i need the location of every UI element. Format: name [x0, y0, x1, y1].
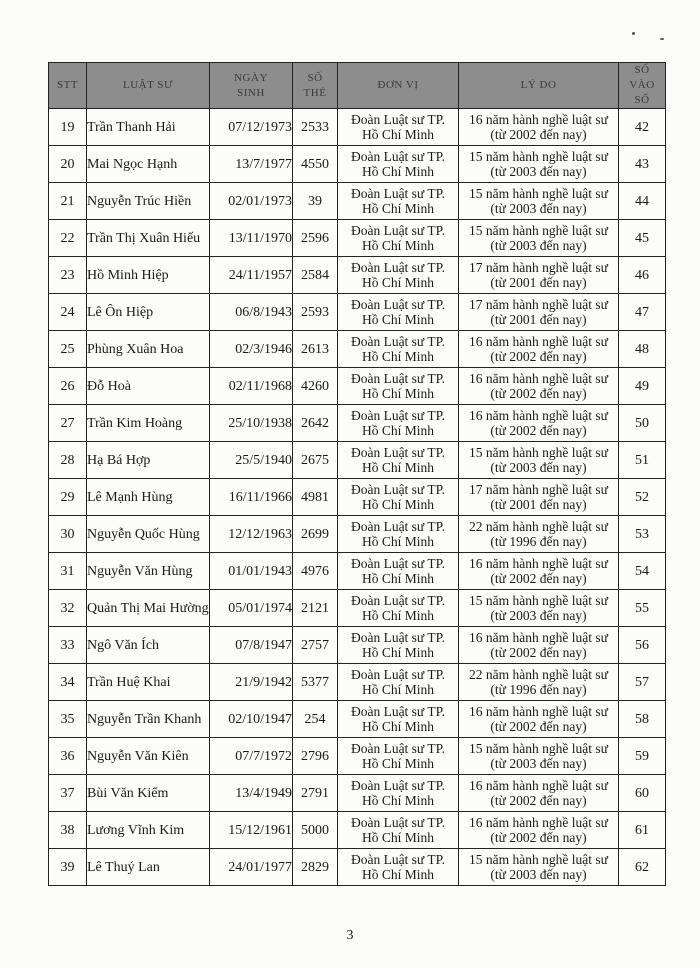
cell-reason-line1: 16 năm hành nghề luật sư	[469, 556, 608, 571]
cell-unit-line2: Hồ Chí Minh	[361, 793, 434, 808]
cell-reason	[459, 368, 619, 405]
cell-card: 5000	[293, 812, 338, 849]
cell-dob: 07/8/1947	[210, 627, 293, 664]
cell-stt: 38	[49, 812, 87, 849]
header-reason: LÝ DO	[459, 63, 619, 109]
cell-card: 2642	[293, 405, 338, 442]
cell-stt: 31	[49, 553, 87, 590]
table-row	[49, 146, 666, 183]
cell-unit-line1: Đoàn Luật sư TP.	[350, 223, 446, 238]
cell-unit-line1: Đoàn Luật sư TP.	[350, 519, 446, 534]
cell-reason	[459, 590, 619, 627]
cell-dob: 13/4/1949	[210, 775, 293, 812]
header-dob-line1: NGÀY	[234, 71, 268, 84]
cell-unit-line1: Đoàn Luật sư TP.	[350, 630, 446, 645]
cell-regno: 44	[619, 183, 666, 220]
cell-unit	[338, 590, 459, 627]
cell-unit-line2: Hồ Chí Minh	[361, 460, 434, 475]
cell-unit-line1: Đoàn Luật sư TP.	[350, 112, 446, 127]
cell-dob: 21/9/1942	[210, 664, 293, 701]
cell-regno: 52	[619, 479, 666, 516]
cell-unit	[338, 109, 459, 146]
cell-reason-line1: 15 năm hành nghề luật sư	[469, 741, 608, 756]
cell-regno: 42	[619, 109, 666, 146]
cell-card: 2796	[293, 738, 338, 775]
cell-unit	[338, 516, 459, 553]
header-regno-line2: VÀO	[629, 79, 655, 91]
table-row	[49, 664, 666, 701]
cell-reason	[459, 257, 619, 294]
header-regno-line3: SỔ	[634, 94, 650, 106]
cell-dob: 05/01/1974	[210, 590, 293, 627]
table-row	[49, 479, 666, 516]
cell-dob: 25/5/1940	[210, 442, 293, 479]
cell-reason-line2: (từ 2001 đến nay)	[490, 275, 587, 290]
cell-reason	[459, 220, 619, 257]
cell-reason-line1: 17 năm hành nghề luật sư	[469, 260, 608, 275]
cell-unit	[338, 368, 459, 405]
cell-unit-line1: Đoàn Luật sư TP.	[350, 149, 446, 164]
cell-reason-line1: 15 năm hành nghề luật sư	[469, 223, 608, 238]
header-card	[293, 63, 338, 109]
cell-stt: 24	[49, 294, 87, 331]
cell-lawyer: Đỗ Hoà	[87, 368, 210, 405]
cell-card: 2121	[293, 590, 338, 627]
cell-lawyer: Lê Mạnh Hùng	[87, 479, 210, 516]
table-row	[49, 442, 666, 479]
cell-reason-line2: (từ 2002 đến nay)	[490, 386, 587, 401]
cell-unit	[338, 701, 459, 738]
cell-unit-line1: Đoàn Luật sư TP.	[350, 815, 446, 830]
cell-reason-line1: 15 năm hành nghề luật sư	[469, 149, 608, 164]
cell-reason-line2: (từ 2003 đến nay)	[490, 164, 587, 179]
cell-unit-line2: Hồ Chí Minh	[361, 756, 434, 771]
cell-lawyer: Nguyễn Quốc Hùng	[87, 516, 210, 553]
cell-unit-line2: Hồ Chí Minh	[361, 571, 434, 586]
table-row	[49, 701, 666, 738]
cell-reason	[459, 331, 619, 368]
cell-unit-line2: Hồ Chí Minh	[361, 127, 434, 142]
cell-card: 2675	[293, 442, 338, 479]
table-row	[49, 109, 666, 146]
cell-reason-line2: (từ 2003 đến nay)	[490, 608, 587, 623]
cell-regno: 59	[619, 738, 666, 775]
cell-dob: 07/12/1973	[210, 109, 293, 146]
cell-reason	[459, 442, 619, 479]
cell-stt: 29	[49, 479, 87, 516]
cell-unit-line1: Đoàn Luật sư TP.	[350, 186, 446, 201]
cell-regno: 48	[619, 331, 666, 368]
cell-reason-line1: 17 năm hành nghề luật sư	[469, 297, 608, 312]
cell-reason-line1: 16 năm hành nghề luật sư	[469, 334, 608, 349]
cell-lawyer: Trần Thanh Hải	[87, 109, 210, 146]
header-lawyer: LUẬT SƯ	[87, 63, 210, 109]
cell-card: 2829	[293, 849, 338, 886]
cell-reason-line2: (từ 2002 đến nay)	[490, 571, 587, 586]
table-row	[49, 849, 666, 886]
cell-regno: 45	[619, 220, 666, 257]
scan-speck	[660, 38, 664, 40]
cell-dob: 06/8/1943	[210, 294, 293, 331]
cell-lawyer: Lê Thuý Lan	[87, 849, 210, 886]
cell-reason-line2: (từ 2003 đến nay)	[490, 201, 587, 216]
cell-lawyer: Ngô Văn Ích	[87, 627, 210, 664]
cell-reason	[459, 553, 619, 590]
cell-lawyer: Nguyễn Trúc Hiền	[87, 183, 210, 220]
cell-card: 2596	[293, 220, 338, 257]
cell-regno: 51	[619, 442, 666, 479]
cell-stt: 20	[49, 146, 87, 183]
scan-speck	[632, 32, 635, 35]
cell-reason-line1: 22 năm hành nghề luật sư	[469, 667, 608, 682]
cell-regno: 50	[619, 405, 666, 442]
cell-reason	[459, 664, 619, 701]
cell-dob: 01/01/1943	[210, 553, 293, 590]
cell-unit	[338, 479, 459, 516]
cell-unit-line1: Đoàn Luật sư TP.	[350, 371, 446, 386]
cell-unit-line1: Đoàn Luật sư TP.	[350, 408, 446, 423]
cell-unit-line2: Hồ Chí Minh	[361, 830, 434, 845]
table-header	[49, 63, 666, 109]
cell-regno: 57	[619, 664, 666, 701]
cell-stt: 27	[49, 405, 87, 442]
page-number: 3	[346, 928, 354, 943]
cell-reason-line2: (từ 2002 đến nay)	[490, 793, 587, 808]
cell-stt: 30	[49, 516, 87, 553]
cell-lawyer: Quản Thị Mai Hường	[87, 590, 210, 627]
table-row	[49, 738, 666, 775]
cell-unit-line2: Hồ Chí Minh	[361, 201, 434, 216]
cell-lawyer: Phùng Xuân Hoa	[87, 331, 210, 368]
header-dob-line2: SINH	[237, 86, 265, 99]
cell-card: 4976	[293, 553, 338, 590]
cell-lawyer: Trần Kim Hoàng	[87, 405, 210, 442]
cell-unit-line2: Hồ Chí Minh	[361, 275, 434, 290]
cell-lawyer: Nguyễn Văn Kiên	[87, 738, 210, 775]
cell-lawyer: Lê Ôn Hiệp	[87, 294, 210, 331]
header-regno-line1: SỐ	[634, 64, 650, 76]
cell-unit-line1: Đoàn Luật sư TP.	[350, 704, 446, 719]
cell-reason-line1: 16 năm hành nghề luật sư	[469, 408, 608, 423]
cell-unit-line1: Đoàn Luật sư TP.	[350, 334, 446, 349]
cell-stt: 35	[49, 701, 87, 738]
cell-unit	[338, 738, 459, 775]
cell-unit	[338, 664, 459, 701]
table-row	[49, 775, 666, 812]
cell-reason	[459, 516, 619, 553]
header-card-line2: THẺ	[303, 86, 327, 99]
cell-unit-line2: Hồ Chí Minh	[361, 349, 434, 364]
cell-dob: 12/12/1963	[210, 516, 293, 553]
table-row	[49, 627, 666, 664]
table-row	[49, 368, 666, 405]
cell-regno: 46	[619, 257, 666, 294]
cell-unit	[338, 257, 459, 294]
table-body	[49, 109, 666, 886]
cell-reason-line2: (từ 2001 đến nay)	[490, 312, 587, 327]
cell-regno: 54	[619, 553, 666, 590]
cell-unit-line1: Đoàn Luật sư TP.	[350, 556, 446, 571]
cell-reason-line2: (từ 2003 đến nay)	[490, 756, 587, 771]
cell-card: 4550	[293, 146, 338, 183]
cell-reason	[459, 479, 619, 516]
cell-dob: 02/11/1968	[210, 368, 293, 405]
cell-regno: 53	[619, 516, 666, 553]
cell-unit-line1: Đoàn Luật sư TP.	[350, 482, 446, 497]
cell-unit-line1: Đoàn Luật sư TP.	[350, 260, 446, 275]
cell-dob: 24/01/1977	[210, 849, 293, 886]
cell-reason-line2: (từ 2003 đến nay)	[490, 238, 587, 253]
cell-lawyer: Hồ Minh Hiệp	[87, 257, 210, 294]
cell-lawyer: Trần Huệ Khai	[87, 664, 210, 701]
cell-reason-line2: (từ 2003 đến nay)	[490, 460, 587, 475]
cell-reason-line2: (từ 2002 đến nay)	[490, 349, 587, 364]
lawyer-table	[48, 62, 666, 886]
cell-card: 2533	[293, 109, 338, 146]
cell-reason-line2: (từ 1996 đến nay)	[490, 534, 587, 549]
cell-regno: 55	[619, 590, 666, 627]
cell-reason-line1: 15 năm hành nghề luật sư	[469, 852, 608, 867]
cell-stt: 33	[49, 627, 87, 664]
table-row	[49, 590, 666, 627]
cell-reason	[459, 849, 619, 886]
cell-card: 2757	[293, 627, 338, 664]
cell-stt: 23	[49, 257, 87, 294]
cell-lawyer: Bùi Văn Kiểm	[87, 775, 210, 812]
cell-card: 2791	[293, 775, 338, 812]
cell-reason-line2: (từ 2002 đến nay)	[490, 645, 587, 660]
cell-reason-line2: (từ 2003 đến nay)	[490, 867, 587, 882]
cell-unit-line2: Hồ Chí Minh	[361, 719, 434, 734]
cell-reason-line1: 15 năm hành nghề luật sư	[469, 593, 608, 608]
cell-reason	[459, 775, 619, 812]
cell-unit-line1: Đoàn Luật sư TP.	[350, 593, 446, 608]
cell-reason-line2: (từ 1996 đến nay)	[490, 682, 587, 697]
cell-reason	[459, 405, 619, 442]
cell-unit	[338, 442, 459, 479]
cell-stt: 19	[49, 109, 87, 146]
cell-unit	[338, 849, 459, 886]
cell-unit-line2: Hồ Chí Minh	[361, 608, 434, 623]
cell-unit-line1: Đoàn Luật sư TP.	[350, 852, 446, 867]
cell-unit-line2: Hồ Chí Minh	[361, 312, 434, 327]
header-card-line1: SỐ	[307, 71, 323, 84]
cell-card: 5377	[293, 664, 338, 701]
cell-card: 2584	[293, 257, 338, 294]
cell-unit-line2: Hồ Chí Minh	[361, 682, 434, 697]
cell-reason-line1: 15 năm hành nghề luật sư	[469, 186, 608, 201]
cell-reason-line2: (từ 2002 đến nay)	[490, 423, 587, 438]
cell-reason	[459, 183, 619, 220]
cell-dob: 13/11/1970	[210, 220, 293, 257]
cell-lawyer: Nguyễn Trần Khanh	[87, 701, 210, 738]
cell-unit	[338, 405, 459, 442]
cell-dob: 02/10/1947	[210, 701, 293, 738]
table-row	[49, 257, 666, 294]
cell-unit-line2: Hồ Chí Minh	[361, 238, 434, 253]
cell-lawyer: Trần Thị Xuân Hiếu	[87, 220, 210, 257]
cell-stt: 22	[49, 220, 87, 257]
table-row	[49, 516, 666, 553]
cell-unit-line1: Đoàn Luật sư TP.	[350, 445, 446, 460]
cell-regno: 61	[619, 812, 666, 849]
cell-unit-line2: Hồ Chí Minh	[361, 645, 434, 660]
cell-stt: 39	[49, 849, 87, 886]
header-row	[49, 63, 666, 109]
cell-card: 2593	[293, 294, 338, 331]
cell-card: 4260	[293, 368, 338, 405]
cell-reason	[459, 109, 619, 146]
cell-regno: 62	[619, 849, 666, 886]
cell-reason-line2: (từ 2002 đến nay)	[490, 127, 587, 142]
cell-lawyer: Lương Vĩnh Kim	[87, 812, 210, 849]
cell-stt: 34	[49, 664, 87, 701]
cell-unit-line2: Hồ Chí Minh	[361, 867, 434, 882]
cell-reason-line1: 15 năm hành nghề luật sư	[469, 445, 608, 460]
table-row	[49, 220, 666, 257]
cell-unit	[338, 553, 459, 590]
cell-stt: 26	[49, 368, 87, 405]
cell-reason-line2: (từ 2002 đến nay)	[490, 719, 587, 734]
cell-reason-line1: 16 năm hành nghề luật sư	[469, 778, 608, 793]
cell-dob: 02/01/1973	[210, 183, 293, 220]
table-row	[49, 405, 666, 442]
cell-stt: 37	[49, 775, 87, 812]
cell-lawyer: Mai Ngọc Hạnh	[87, 146, 210, 183]
cell-unit-line2: Hồ Chí Minh	[361, 534, 434, 549]
cell-regno: 58	[619, 701, 666, 738]
cell-unit-line1: Đoàn Luật sư TP.	[350, 297, 446, 312]
cell-card: 4981	[293, 479, 338, 516]
cell-reason-line1: 16 năm hành nghề luật sư	[469, 704, 608, 719]
cell-reason-line1: 16 năm hành nghề luật sư	[469, 815, 608, 830]
cell-card: 2613	[293, 331, 338, 368]
cell-unit	[338, 146, 459, 183]
cell-lawyer: Nguyễn Văn Hùng	[87, 553, 210, 590]
cell-unit-line2: Hồ Chí Minh	[361, 164, 434, 179]
cell-reason-line1: 16 năm hành nghề luật sư	[469, 371, 608, 386]
cell-dob: 13/7/1977	[210, 146, 293, 183]
cell-stt: 21	[49, 183, 87, 220]
cell-regno: 49	[619, 368, 666, 405]
cell-stt: 36	[49, 738, 87, 775]
table-row	[49, 812, 666, 849]
cell-regno: 47	[619, 294, 666, 331]
cell-unit	[338, 220, 459, 257]
header-unit: ĐƠN VỊ	[338, 63, 459, 109]
cell-reason	[459, 812, 619, 849]
cell-unit	[338, 183, 459, 220]
cell-dob: 25/10/1938	[210, 405, 293, 442]
cell-unit	[338, 294, 459, 331]
cell-unit-line1: Đoàn Luật sư TP.	[350, 778, 446, 793]
cell-reason-line2: (từ 2002 đến nay)	[490, 830, 587, 845]
cell-regno: 56	[619, 627, 666, 664]
cell-unit	[338, 331, 459, 368]
cell-card: 39	[293, 183, 338, 220]
cell-reason	[459, 627, 619, 664]
cell-reason	[459, 701, 619, 738]
cell-regno: 43	[619, 146, 666, 183]
header-stt: STT	[49, 63, 87, 109]
cell-dob: 02/3/1946	[210, 331, 293, 368]
cell-reason-line1: 22 năm hành nghề luật sư	[469, 519, 608, 534]
cell-reason-line1: 16 năm hành nghề luật sư	[469, 112, 608, 127]
table-row	[49, 183, 666, 220]
header-dob	[210, 63, 293, 109]
cell-dob: 07/7/1972	[210, 738, 293, 775]
cell-unit-line1: Đoàn Luật sư TP.	[350, 741, 446, 756]
cell-unit-line2: Hồ Chí Minh	[361, 386, 434, 401]
cell-unit	[338, 812, 459, 849]
cell-regno: 60	[619, 775, 666, 812]
cell-reason-line2: (từ 2001 đến nay)	[490, 497, 587, 512]
cell-unit	[338, 775, 459, 812]
cell-stt: 32	[49, 590, 87, 627]
table-row	[49, 553, 666, 590]
cell-lawyer: Hạ Bá Hợp	[87, 442, 210, 479]
cell-dob: 15/12/1961	[210, 812, 293, 849]
cell-unit-line2: Hồ Chí Minh	[361, 423, 434, 438]
cell-dob: 24/11/1957	[210, 257, 293, 294]
cell-stt: 25	[49, 331, 87, 368]
cell-stt: 28	[49, 442, 87, 479]
cell-reason-line1: 16 năm hành nghề luật sư	[469, 630, 608, 645]
cell-dob: 16/11/1966	[210, 479, 293, 516]
cell-card: 2699	[293, 516, 338, 553]
cell-unit-line1: Đoàn Luật sư TP.	[350, 667, 446, 682]
cell-unit	[338, 627, 459, 664]
cell-reason	[459, 146, 619, 183]
cell-reason-line1: 17 năm hành nghề luật sư	[469, 482, 608, 497]
table-row	[49, 331, 666, 368]
cell-reason	[459, 738, 619, 775]
cell-reason	[459, 294, 619, 331]
header-regno	[619, 63, 666, 109]
cell-unit-line2: Hồ Chí Minh	[361, 497, 434, 512]
table-row	[49, 294, 666, 331]
cell-card: 254	[293, 701, 338, 738]
